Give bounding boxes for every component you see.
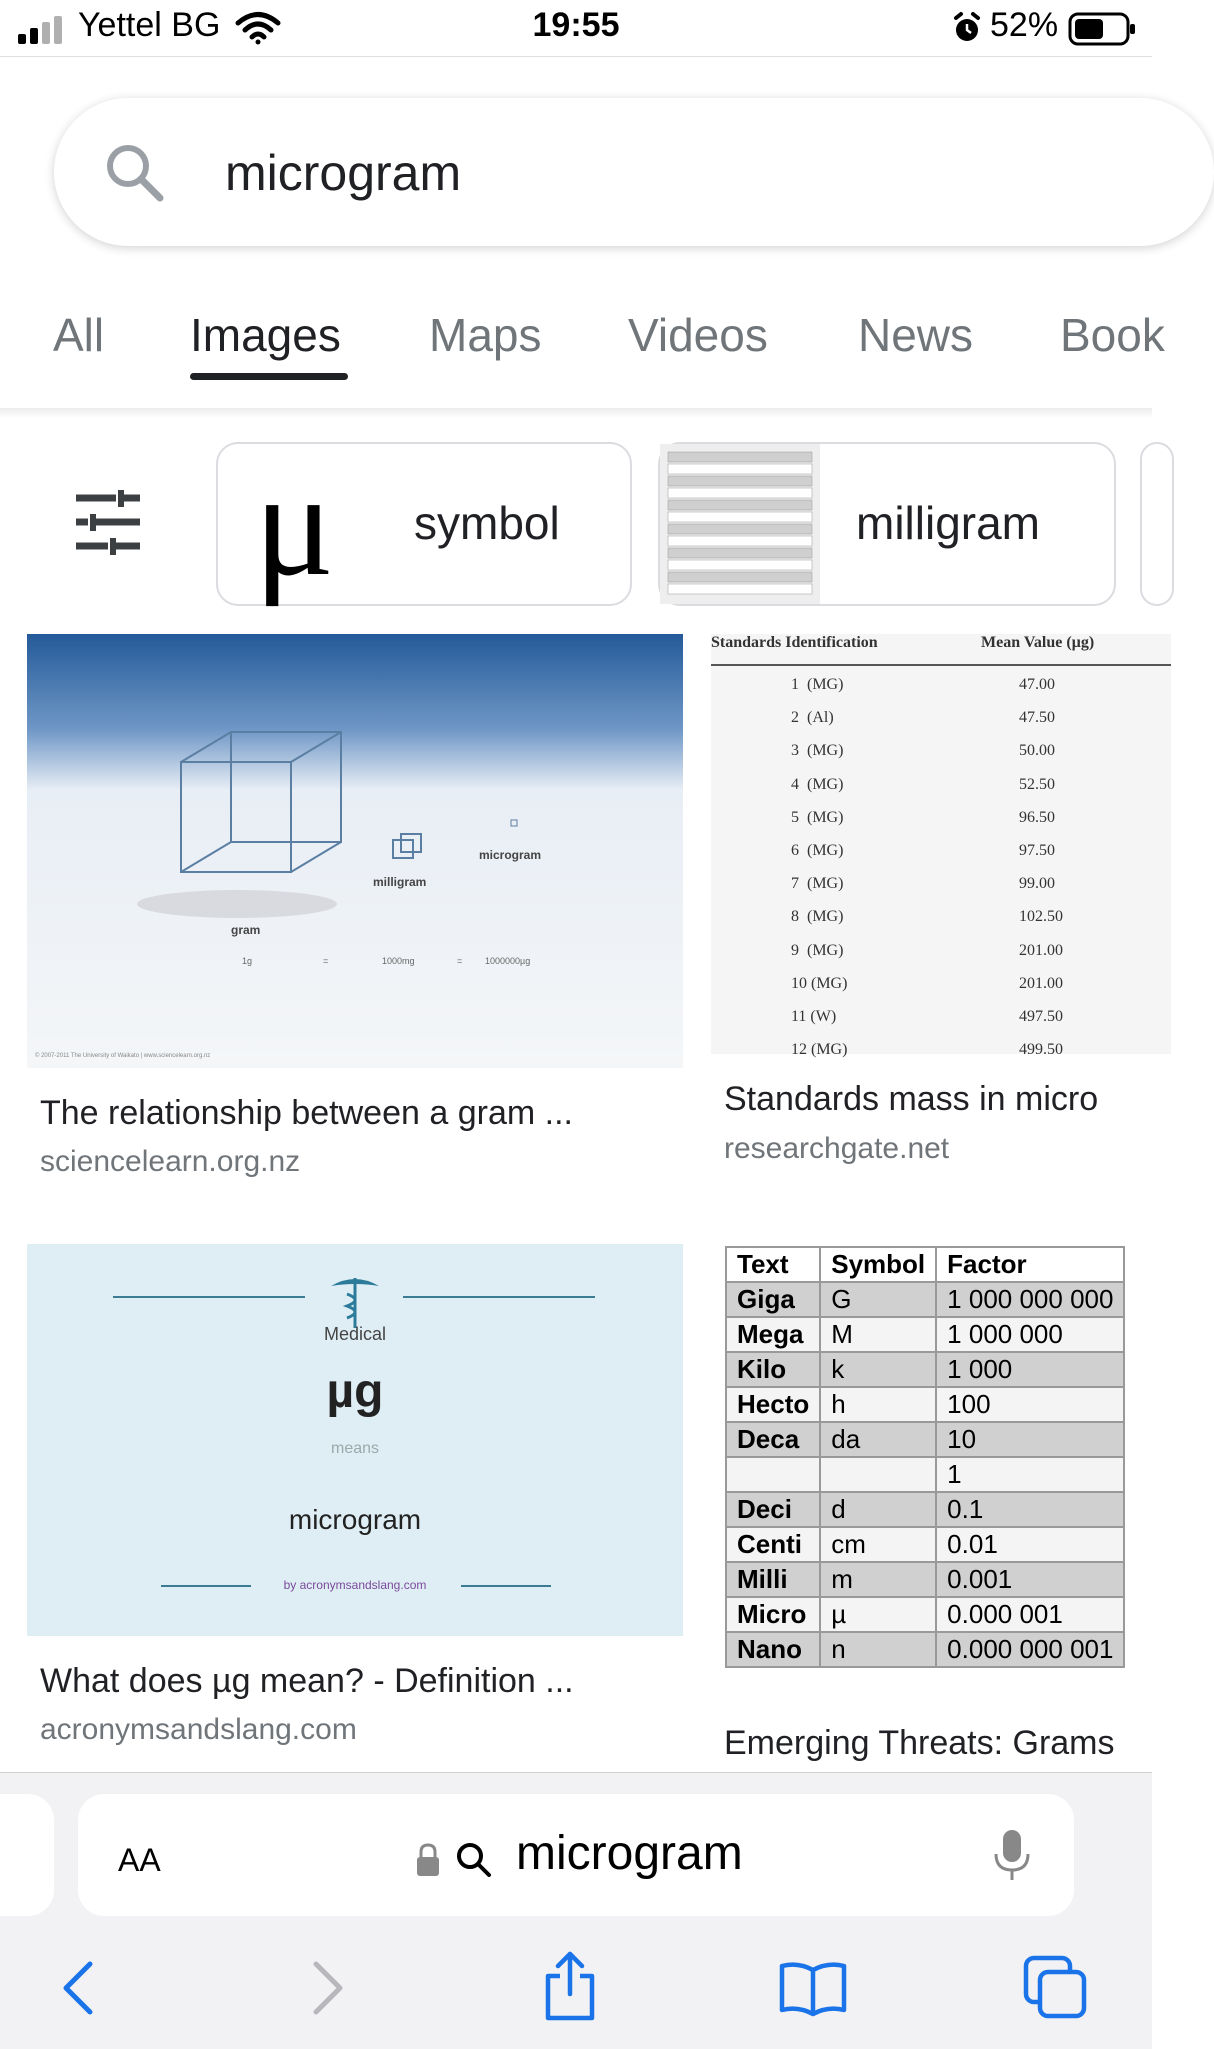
search-icon bbox=[102, 140, 168, 206]
prefix-cell: 0.01 bbox=[936, 1527, 1124, 1562]
std-row-id: 12 (MG) bbox=[791, 1041, 848, 1059]
tab-all[interactable]: All bbox=[53, 309, 105, 361]
std-row-value: 50.00 bbox=[1019, 742, 1055, 760]
battery-icon bbox=[1068, 12, 1138, 46]
search-box[interactable] bbox=[54, 98, 1214, 246]
prefix-cell: µ bbox=[820, 1597, 936, 1632]
alarm-icon bbox=[952, 12, 982, 44]
result-domain[interactable]: sciencelearn.org.nz bbox=[40, 1145, 301, 1178]
prefix-header-cell: Text bbox=[726, 1247, 820, 1282]
filter-sliders-icon[interactable] bbox=[74, 490, 142, 554]
thumb-table-row bbox=[668, 524, 812, 534]
active-tab-indicator bbox=[190, 373, 348, 380]
std-row-value: 47.00 bbox=[1019, 676, 1055, 693]
reader-aa-button[interactable]: AA bbox=[118, 1842, 161, 1878]
tabs-icon[interactable] bbox=[1022, 1954, 1088, 2020]
tab-videos[interactable]: Videos bbox=[628, 309, 768, 361]
std-row-id: 5 (MG) bbox=[791, 808, 844, 826]
prefix-cell: 0.000 001 bbox=[936, 1597, 1124, 1632]
carrier-name: Yettel BG bbox=[78, 6, 221, 44]
prefix-cell: 1 000 bbox=[936, 1352, 1124, 1387]
prefix-header-row bbox=[726, 1247, 1124, 1282]
prefix-header-cell: Factor bbox=[936, 1247, 1124, 1282]
caduceus-icon bbox=[325, 1272, 385, 1330]
eq-1000000ug: 1000000µg bbox=[485, 956, 531, 966]
prefix-cell: Centi bbox=[726, 1527, 820, 1562]
eq-sign-2: = bbox=[457, 956, 463, 966]
search-tabs bbox=[0, 300, 1165, 410]
prefix-cell: M bbox=[820, 1317, 936, 1352]
lock-icon bbox=[414, 1842, 442, 1878]
search-query[interactable]: microgram bbox=[225, 145, 462, 201]
prefix-cell: Milli bbox=[726, 1562, 820, 1597]
result-image-standards-table[interactable] bbox=[711, 634, 1171, 1059]
prefix-cell bbox=[726, 1457, 820, 1492]
address-bar-text[interactable]: microgram bbox=[516, 1827, 743, 1880]
result-domain[interactable]: acronymsandslang.com bbox=[40, 1713, 357, 1746]
prefix-cell: Deca bbox=[726, 1422, 820, 1457]
std-row-value: 201.00 bbox=[1019, 941, 1063, 959]
bookmarks-icon[interactable] bbox=[778, 1960, 848, 2016]
eq-sign-1: = bbox=[323, 956, 329, 966]
std-row-id: 8 (MG) bbox=[791, 908, 844, 926]
std-row-id: 7 (MG) bbox=[791, 875, 844, 893]
label-microgram: microgram bbox=[479, 848, 542, 862]
result-image-ug-definition[interactable] bbox=[27, 1244, 683, 1636]
thumb-table-row bbox=[668, 536, 812, 546]
std-row-value: 47.50 bbox=[1019, 709, 1055, 727]
prefix-cell: 0.000 000 001 bbox=[936, 1632, 1124, 1667]
prefix-cell: m bbox=[820, 1562, 936, 1597]
std-row-value: 97.50 bbox=[1019, 842, 1055, 859]
chip-milligram-label: milligram bbox=[856, 497, 1040, 549]
image-footer: © 2007-2011 The University of Waikato | www.sciencelearn.org.nz bbox=[35, 1053, 211, 1059]
std-col2-header: Mean Value (µg) bbox=[981, 634, 1095, 651]
thumb-table-row bbox=[668, 512, 812, 522]
deco-line-right bbox=[403, 1296, 595, 1298]
thumb-table-row bbox=[668, 500, 812, 510]
result-title[interactable]: Emerging Threats: Grams bbox=[724, 1724, 1115, 1762]
std-row-value: 499.50 bbox=[1019, 1041, 1063, 1059]
label-milligram: milligram bbox=[373, 875, 427, 889]
status-bar bbox=[0, 0, 1152, 57]
prefix-header-cell: Symbol bbox=[820, 1247, 936, 1282]
std-row-id: 2 (Al) bbox=[791, 709, 834, 727]
prefix-cell: 0.1 bbox=[936, 1492, 1124, 1527]
result-image-prefix-table[interactable] bbox=[711, 1230, 1171, 1696]
search-icon bbox=[454, 1840, 494, 1880]
prefix-row bbox=[726, 1527, 1124, 1562]
chip-symbol[interactable] bbox=[216, 442, 632, 606]
chip-partial[interactable] bbox=[1140, 442, 1174, 606]
thumb-table-row bbox=[668, 488, 812, 498]
mu-symbol-thumbnail: μ bbox=[254, 441, 335, 607]
std-row-value: 52.50 bbox=[1019, 775, 1055, 793]
chip-milligram[interactable] bbox=[658, 442, 1116, 606]
tab-books[interactable]: Book bbox=[1060, 309, 1165, 361]
label-by-site: by acronymsandslang.com bbox=[283, 1578, 427, 1592]
prefix-cell: 10 bbox=[936, 1422, 1124, 1457]
result-image-gram-relationship[interactable] bbox=[27, 634, 683, 1068]
std-header-rule bbox=[711, 664, 1171, 666]
prefix-cell: Giga bbox=[726, 1282, 820, 1317]
std-row-id: 6 (MG) bbox=[791, 842, 844, 859]
prefix-cell: cm bbox=[820, 1527, 936, 1562]
status-time: 19:55 bbox=[532, 6, 620, 44]
prefix-row bbox=[726, 1492, 1124, 1527]
thumb-table-row bbox=[668, 584, 812, 594]
prefix-row bbox=[726, 1457, 1124, 1492]
std-row-value: 96.50 bbox=[1019, 808, 1055, 826]
prefix-row bbox=[726, 1352, 1124, 1387]
prefix-cell: k bbox=[820, 1352, 936, 1387]
prefix-cell: h bbox=[820, 1387, 936, 1422]
prefix-row bbox=[726, 1317, 1124, 1352]
label-medical: Medical bbox=[323, 1324, 387, 1344]
prefix-row bbox=[726, 1562, 1124, 1597]
prefix-cell bbox=[820, 1457, 936, 1492]
std-row-id: 9 (MG) bbox=[791, 941, 844, 959]
eq-1000mg: 1000mg bbox=[382, 956, 415, 966]
thumb-table-row bbox=[668, 548, 812, 558]
result-title[interactable]: Standards mass in micro bbox=[724, 1080, 1099, 1118]
chip-symbol-label: symbol bbox=[414, 497, 560, 549]
prefix-row bbox=[726, 1632, 1124, 1667]
prefix-cell: n bbox=[820, 1632, 936, 1667]
prefix-row bbox=[726, 1422, 1124, 1457]
prefix-cell: 1 000 000 000 bbox=[936, 1282, 1124, 1317]
std-row-value: 102.50 bbox=[1019, 908, 1063, 926]
prefix-cell: G bbox=[820, 1282, 936, 1317]
prefix-cell: 100 bbox=[936, 1387, 1124, 1422]
std-row-id: 4 (MG) bbox=[791, 775, 844, 793]
milligram-table-thumbnail bbox=[660, 444, 820, 604]
prefix-cell: Kilo bbox=[726, 1352, 820, 1387]
label-gram: gram bbox=[231, 923, 261, 937]
prefix-row bbox=[726, 1282, 1124, 1317]
cube-diagram bbox=[27, 634, 683, 1068]
std-row-id: 3 (MG) bbox=[791, 742, 844, 760]
prefix-table bbox=[725, 1246, 1125, 1668]
std-row-id: 1 (MG) bbox=[791, 676, 844, 693]
std-row-value: 497.50 bbox=[1019, 1008, 1063, 1025]
label-means: means bbox=[330, 1440, 380, 1457]
tab-maps[interactable]: Maps bbox=[429, 309, 542, 361]
back-icon[interactable] bbox=[58, 1960, 98, 2016]
prefix-cell: 1 000 000 bbox=[936, 1317, 1124, 1352]
label-ug: µg bbox=[326, 1365, 384, 1418]
prefix-cell: 1 bbox=[936, 1457, 1124, 1492]
microphone-icon[interactable] bbox=[992, 1828, 1032, 1884]
result-title[interactable]: The relationship between a gram ... bbox=[40, 1094, 573, 1132]
label-microgram-word: microgram bbox=[288, 1504, 422, 1535]
tab-news[interactable]: News bbox=[858, 309, 974, 361]
share-icon[interactable] bbox=[540, 1950, 600, 2022]
battery-percent: 52% bbox=[990, 6, 1059, 44]
thumb-table-row bbox=[668, 476, 812, 486]
prefix-cell: 0.001 bbox=[936, 1562, 1124, 1597]
std-row-value: 99.00 bbox=[1019, 875, 1055, 893]
std-row-value: 201.00 bbox=[1019, 974, 1063, 992]
prefix-cell: Deci bbox=[726, 1492, 820, 1527]
thumb-table-row bbox=[668, 452, 812, 462]
prefix-cell: d bbox=[820, 1492, 936, 1527]
thumb-table-row bbox=[668, 572, 812, 582]
deco-line-left bbox=[113, 1296, 305, 1298]
previous-tab-edge[interactable] bbox=[0, 1794, 54, 1916]
std-row-id: 11 (W) bbox=[791, 1008, 837, 1025]
prefix-cell: da bbox=[820, 1422, 936, 1457]
tab-images[interactable]: Images bbox=[190, 309, 341, 361]
prefix-cell: Nano bbox=[726, 1632, 820, 1667]
thumb-table-row bbox=[668, 560, 812, 570]
eq-1g: 1g bbox=[242, 956, 253, 966]
prefix-row bbox=[726, 1387, 1124, 1422]
result-domain[interactable]: researchgate.net bbox=[724, 1132, 950, 1165]
prefix-cell: Micro bbox=[726, 1597, 820, 1632]
prefix-row bbox=[726, 1597, 1124, 1632]
tabs-divider bbox=[0, 408, 1152, 418]
prefix-cell: Mega bbox=[726, 1317, 820, 1352]
result-title[interactable]: What does µg mean? - Definition ... bbox=[40, 1662, 574, 1700]
std-col1-header: Standards Identification bbox=[711, 634, 878, 651]
prefix-cell: Hecto bbox=[726, 1387, 820, 1422]
thumb-table-row bbox=[668, 464, 812, 474]
std-row-id: 10 (MG) bbox=[791, 974, 848, 992]
forward-icon[interactable] bbox=[308, 1960, 348, 2016]
